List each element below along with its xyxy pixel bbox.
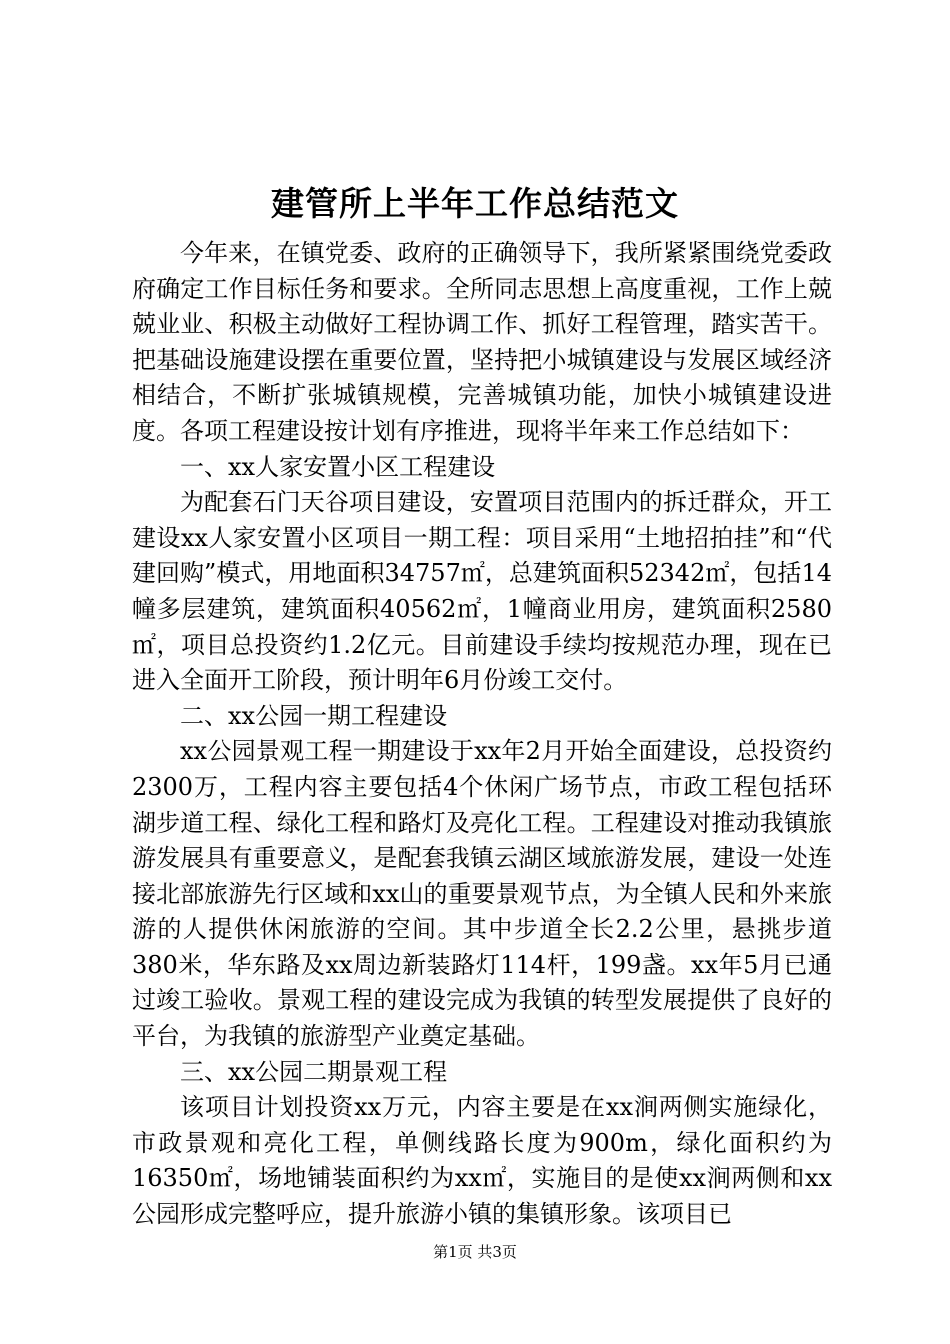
section-heading-1: 一、xx人家安置小区工程建设 <box>180 452 496 481</box>
page-number-footer: 第1页 共3页 <box>433 1243 517 1261</box>
intro-paragraph: 今年来，在镇党委、政府的正确领导下，我所紧紧围绕党委政府确定工作目标任务和要求。全所同志思想上高度重视，工作上兢兢业业、积极主动做好工程协调工作、抓好工程管理，踏实苦干。把基础设施建设摆在重要位置，坚持把小城镇建设与发展区域经济相结合，不断扩张城镇规模，完善城镇功能，加快小城镇建设进度。各项工程建设按计划有序推进，现将半年来工作总结如下： <box>132 239 832 445</box>
section-heading-3: 三、xx公园二期景观工程 <box>180 1057 448 1086</box>
document-body <box>132 236 832 1233</box>
section-paragraph-3: 该项目计划投资xx万元，内容主要是在xx涧两侧实施绿化，市政景观和亮化工程，单侧线路长度为900m，绿化面积约为16350㎡，场地铺装面积约为xx㎡，实施目的是使xx涧两侧和xx公园形成完整呼应，提升旅游小镇的集镇形象。该项目已 <box>132 1093 832 1229</box>
section-paragraph-2: xx公园景观工程一期建设于xx年2月开始全面建设，总投资约2300万，工程内容主要包括4个休闲广场节点，市政工程包括环湖步道工程、绿化工程和路灯及亮化工程。工程建设对推动我镇旅游发展具有重要意义，是配套我镇云湖区域旅游发展，建设一处连接北部旅游先行区域和xx山的重要景观节点，为全镇人民和外来旅游的人提供休闲旅游的空间。其中步道全长2.2公里，悬挑步道380米，华东路及xx周边新装路灯114杆，199盏。xx年5月已通过竣工验收。景观工程的建设完成为我镇的转型发展提供了良好的平台，为我镇的旅游型产业奠定基础。 <box>132 737 832 1051</box>
section-heading-2: 二、xx公园一期工程建设 <box>180 701 448 730</box>
document-title: 建管所上半年工作总结范文 <box>271 184 679 223</box>
section-paragraph-1: 为配套石门天谷项目建设，安置项目范围内的拆迁群众，开工建设xx人家安置小区项目一期工程：项目采用“土地招拍挂”和“代建回购”模式，用地面积34757㎡，总建筑面积52342㎡，包括14幢多层建筑，建筑面积40562㎡，1幢商业用房，建筑面积2580㎡，项目总投资约1.2亿元。目前建设手续均按规范办理，现在已进入全面开工阶段，预计明年6月份竣工交付。 <box>132 488 832 695</box>
